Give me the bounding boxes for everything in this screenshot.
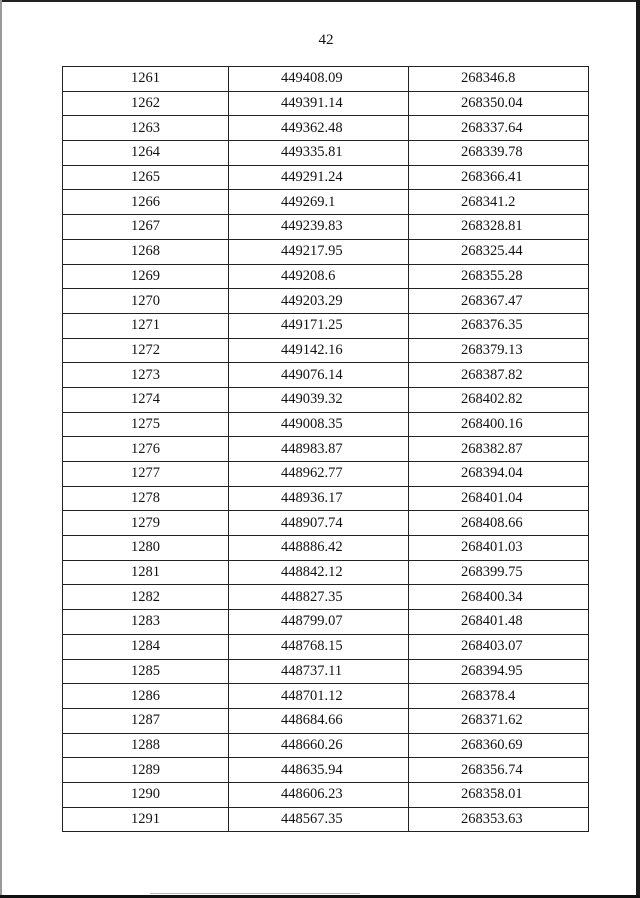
x-coordinate-cell: 449269.1 bbox=[229, 190, 409, 215]
y-coordinate-cell: 268399.75 bbox=[409, 560, 589, 585]
point-number-cell: 1276 bbox=[63, 437, 229, 462]
y-coordinate-cell: 268371.62 bbox=[409, 708, 589, 733]
table-row bbox=[63, 634, 589, 659]
x-coordinate-cell: 448701.12 bbox=[229, 684, 409, 709]
point-number-cell: 1290 bbox=[63, 782, 229, 807]
x-coordinate-cell: 449408.09 bbox=[229, 67, 409, 92]
table-row bbox=[63, 659, 589, 684]
y-coordinate-cell: 268325.44 bbox=[409, 239, 589, 264]
x-coordinate-cell: 448962.77 bbox=[229, 462, 409, 487]
x-coordinate-cell: 448983.87 bbox=[229, 437, 409, 462]
y-coordinate-cell: 268394.95 bbox=[409, 659, 589, 684]
x-coordinate-cell: 448635.94 bbox=[229, 758, 409, 783]
x-coordinate-cell: 449208.6 bbox=[229, 264, 409, 289]
x-coordinate-cell: 448827.35 bbox=[229, 585, 409, 610]
x-coordinate-cell: 448886.42 bbox=[229, 536, 409, 561]
point-number-cell: 1285 bbox=[63, 659, 229, 684]
x-coordinate-cell: 448936.17 bbox=[229, 486, 409, 511]
table-row bbox=[63, 560, 589, 585]
y-coordinate-cell: 268356.74 bbox=[409, 758, 589, 783]
table-row bbox=[63, 412, 589, 437]
x-coordinate-cell: 449391.14 bbox=[229, 91, 409, 116]
x-coordinate-cell: 449335.81 bbox=[229, 141, 409, 166]
point-number-cell: 1284 bbox=[63, 634, 229, 659]
point-number-cell: 1264 bbox=[63, 141, 229, 166]
table-row bbox=[63, 585, 589, 610]
y-coordinate-cell: 268355.28 bbox=[409, 264, 589, 289]
point-number-cell: 1271 bbox=[63, 313, 229, 338]
y-coordinate-cell: 268328.81 bbox=[409, 215, 589, 240]
point-number-cell: 1270 bbox=[63, 289, 229, 314]
point-number-cell: 1267 bbox=[63, 215, 229, 240]
point-number-cell: 1281 bbox=[63, 560, 229, 585]
y-coordinate-cell: 268401.04 bbox=[409, 486, 589, 511]
x-coordinate-cell: 449076.14 bbox=[229, 363, 409, 388]
y-coordinate-cell: 268400.16 bbox=[409, 412, 589, 437]
y-coordinate-cell: 268339.78 bbox=[409, 141, 589, 166]
point-number-cell: 1274 bbox=[63, 387, 229, 412]
y-coordinate-cell: 268379.13 bbox=[409, 338, 589, 363]
page-number: 42 bbox=[318, 32, 334, 48]
table-row bbox=[63, 486, 589, 511]
y-coordinate-cell: 268358.01 bbox=[409, 782, 589, 807]
y-coordinate-cell: 268382.87 bbox=[409, 437, 589, 462]
scan-edge-top bbox=[0, 0, 640, 2]
x-coordinate-cell: 448842.12 bbox=[229, 560, 409, 585]
scan-artifact-line bbox=[150, 893, 360, 894]
table-row bbox=[63, 684, 589, 709]
x-coordinate-cell: 448768.15 bbox=[229, 634, 409, 659]
table-row bbox=[63, 782, 589, 807]
table-row bbox=[63, 239, 589, 264]
y-coordinate-cell: 268353.63 bbox=[409, 807, 589, 832]
point-number-cell: 1283 bbox=[63, 610, 229, 635]
x-coordinate-cell: 448606.23 bbox=[229, 782, 409, 807]
y-coordinate-cell: 268337.64 bbox=[409, 116, 589, 141]
point-number-cell: 1286 bbox=[63, 684, 229, 709]
table-row bbox=[63, 67, 589, 92]
y-coordinate-cell: 268394.04 bbox=[409, 462, 589, 487]
scan-edge-right bbox=[636, 0, 640, 898]
table-row bbox=[63, 387, 589, 412]
x-coordinate-cell: 448660.26 bbox=[229, 733, 409, 758]
point-number-cell: 1289 bbox=[63, 758, 229, 783]
point-number-cell: 1278 bbox=[63, 486, 229, 511]
table-row bbox=[63, 338, 589, 363]
point-number-cell: 1273 bbox=[63, 363, 229, 388]
table-row bbox=[63, 610, 589, 635]
table-row bbox=[63, 141, 589, 166]
point-number-cell: 1262 bbox=[63, 91, 229, 116]
y-coordinate-cell: 268366.41 bbox=[409, 165, 589, 190]
point-number-cell: 1288 bbox=[63, 733, 229, 758]
table-row bbox=[63, 91, 589, 116]
point-number-cell: 1269 bbox=[63, 264, 229, 289]
y-coordinate-cell: 268350.04 bbox=[409, 91, 589, 116]
table-row bbox=[63, 363, 589, 388]
point-number-cell: 1287 bbox=[63, 708, 229, 733]
table-row bbox=[63, 536, 589, 561]
table-row bbox=[63, 462, 589, 487]
point-number-cell: 1275 bbox=[63, 412, 229, 437]
y-coordinate-cell: 268367.47 bbox=[409, 289, 589, 314]
table-row bbox=[63, 264, 589, 289]
point-number-cell: 1272 bbox=[63, 338, 229, 363]
y-coordinate-cell: 268402.82 bbox=[409, 387, 589, 412]
point-number-cell: 1282 bbox=[63, 585, 229, 610]
y-coordinate-cell: 268400.34 bbox=[409, 585, 589, 610]
x-coordinate-cell: 449217.95 bbox=[229, 239, 409, 264]
x-coordinate-cell: 449362.48 bbox=[229, 116, 409, 141]
x-coordinate-cell: 449171.25 bbox=[229, 313, 409, 338]
table-row bbox=[63, 190, 589, 215]
point-number-cell: 1277 bbox=[63, 462, 229, 487]
point-number-cell: 1265 bbox=[63, 165, 229, 190]
scan-edge-left bbox=[0, 0, 2, 898]
table-row bbox=[63, 733, 589, 758]
point-number-cell: 1261 bbox=[63, 67, 229, 92]
coordinates-table-body bbox=[63, 67, 589, 832]
y-coordinate-cell: 268360.69 bbox=[409, 733, 589, 758]
y-coordinate-cell: 268346.8 bbox=[409, 67, 589, 92]
point-number-cell: 1268 bbox=[63, 239, 229, 264]
x-coordinate-cell: 448567.35 bbox=[229, 807, 409, 832]
point-number-cell: 1266 bbox=[63, 190, 229, 215]
table-row bbox=[63, 511, 589, 536]
y-coordinate-cell: 268376.35 bbox=[409, 313, 589, 338]
point-number-cell: 1263 bbox=[63, 116, 229, 141]
table-row bbox=[63, 313, 589, 338]
x-coordinate-cell: 449008.35 bbox=[229, 412, 409, 437]
table-row bbox=[63, 437, 589, 462]
y-coordinate-cell: 268401.03 bbox=[409, 536, 589, 561]
point-number-cell: 1279 bbox=[63, 511, 229, 536]
x-coordinate-cell: 449039.32 bbox=[229, 387, 409, 412]
x-coordinate-cell: 448684.66 bbox=[229, 708, 409, 733]
y-coordinate-cell: 268403.07 bbox=[409, 634, 589, 659]
x-coordinate-cell: 449203.29 bbox=[229, 289, 409, 314]
y-coordinate-cell: 268378.4 bbox=[409, 684, 589, 709]
x-coordinate-cell: 448907.74 bbox=[229, 511, 409, 536]
x-coordinate-cell: 449291.24 bbox=[229, 165, 409, 190]
table-row bbox=[63, 708, 589, 733]
coordinates-table bbox=[62, 66, 589, 832]
y-coordinate-cell: 268408.66 bbox=[409, 511, 589, 536]
x-coordinate-cell: 449142.16 bbox=[229, 338, 409, 363]
x-coordinate-cell: 448737.11 bbox=[229, 659, 409, 684]
y-coordinate-cell: 268387.82 bbox=[409, 363, 589, 388]
table-row bbox=[63, 758, 589, 783]
y-coordinate-cell: 268401.48 bbox=[409, 610, 589, 635]
table-row bbox=[63, 215, 589, 240]
y-coordinate-cell: 268341.2 bbox=[409, 190, 589, 215]
x-coordinate-cell: 449239.83 bbox=[229, 215, 409, 240]
point-number-cell: 1291 bbox=[63, 807, 229, 832]
table-row bbox=[63, 116, 589, 141]
table-row bbox=[63, 165, 589, 190]
point-number-cell: 1280 bbox=[63, 536, 229, 561]
table-row bbox=[63, 807, 589, 832]
table-row bbox=[63, 289, 589, 314]
x-coordinate-cell: 448799.07 bbox=[229, 610, 409, 635]
